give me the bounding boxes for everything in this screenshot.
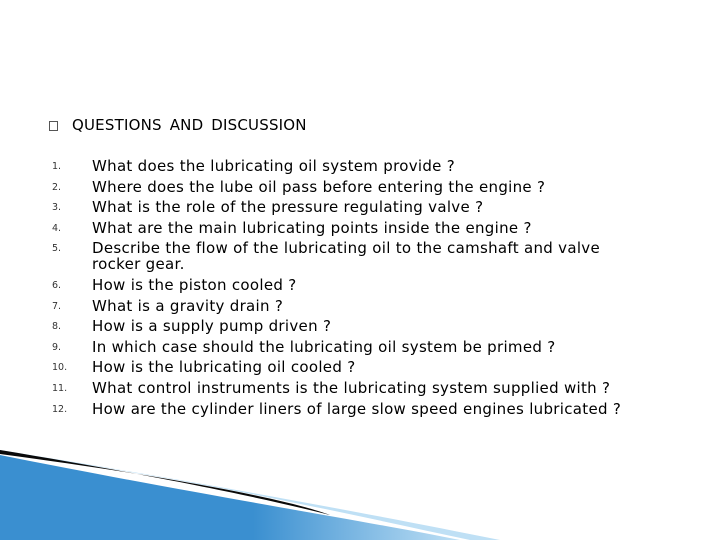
list-item — [52, 357, 652, 378]
list-item — [52, 177, 652, 198]
item-text: What is the role of the pressure regulating valve ? — [92, 198, 484, 217]
item-text: What is a gravity drain ? — [92, 296, 284, 315]
item-number: 10. — [52, 362, 68, 374]
item-text: How is a supply pump driven ? — [92, 317, 332, 336]
question-list — [52, 156, 652, 419]
item-number: 4. — [52, 222, 62, 234]
item-number: 8. — [52, 321, 62, 333]
item-text: How is the lubricating oil cooled ? — [92, 358, 356, 377]
item-text: What does the lubricating oil system provide ? — [92, 157, 456, 175]
item-number: 7. — [52, 300, 62, 312]
heading-row — [49, 116, 307, 134]
item-number: 1. — [52, 161, 62, 172]
item-text: Where does the lube oil pass before entering the engine ? — [92, 177, 546, 196]
item-number: 3. — [52, 202, 62, 214]
list-item — [52, 316, 652, 337]
list-item — [52, 399, 652, 420]
list-item — [52, 218, 652, 239]
item-text: Describe the flow of the lubricating oil to the camshaft and valve rocker gear. — [92, 239, 601, 274]
item-text: How is the piston cooled ? — [92, 275, 297, 294]
list-item — [52, 197, 652, 218]
item-number: 6. — [52, 279, 62, 291]
item-text: In which case should the lubricating oil system be primed ? — [92, 337, 556, 356]
item-text: What control instruments is the lubricating system supplied with ? — [92, 378, 611, 397]
decorative-swoosh — [0, 440, 720, 540]
list-item — [52, 275, 652, 296]
square-bullet-icon — [49, 121, 58, 131]
blue-swoosh-shape — [0, 455, 460, 540]
item-text: How are the cylinder liners of large slow speed engines lubricated ? — [92, 399, 622, 418]
item-number: 9. — [52, 341, 62, 353]
list-item — [52, 378, 652, 399]
list-item — [52, 238, 652, 275]
item-number: 11. — [52, 382, 68, 394]
item-number: 2. — [52, 181, 62, 193]
list-item — [52, 156, 652, 177]
section-heading: QUESTIONS AND DISCUSSION — [72, 116, 307, 134]
item-text: What are the main lubricating points inside the engine ? — [92, 218, 532, 237]
list-item — [52, 337, 652, 358]
item-number: 5. — [52, 243, 62, 255]
item-number: 12. — [52, 403, 68, 415]
list-item — [52, 296, 652, 317]
